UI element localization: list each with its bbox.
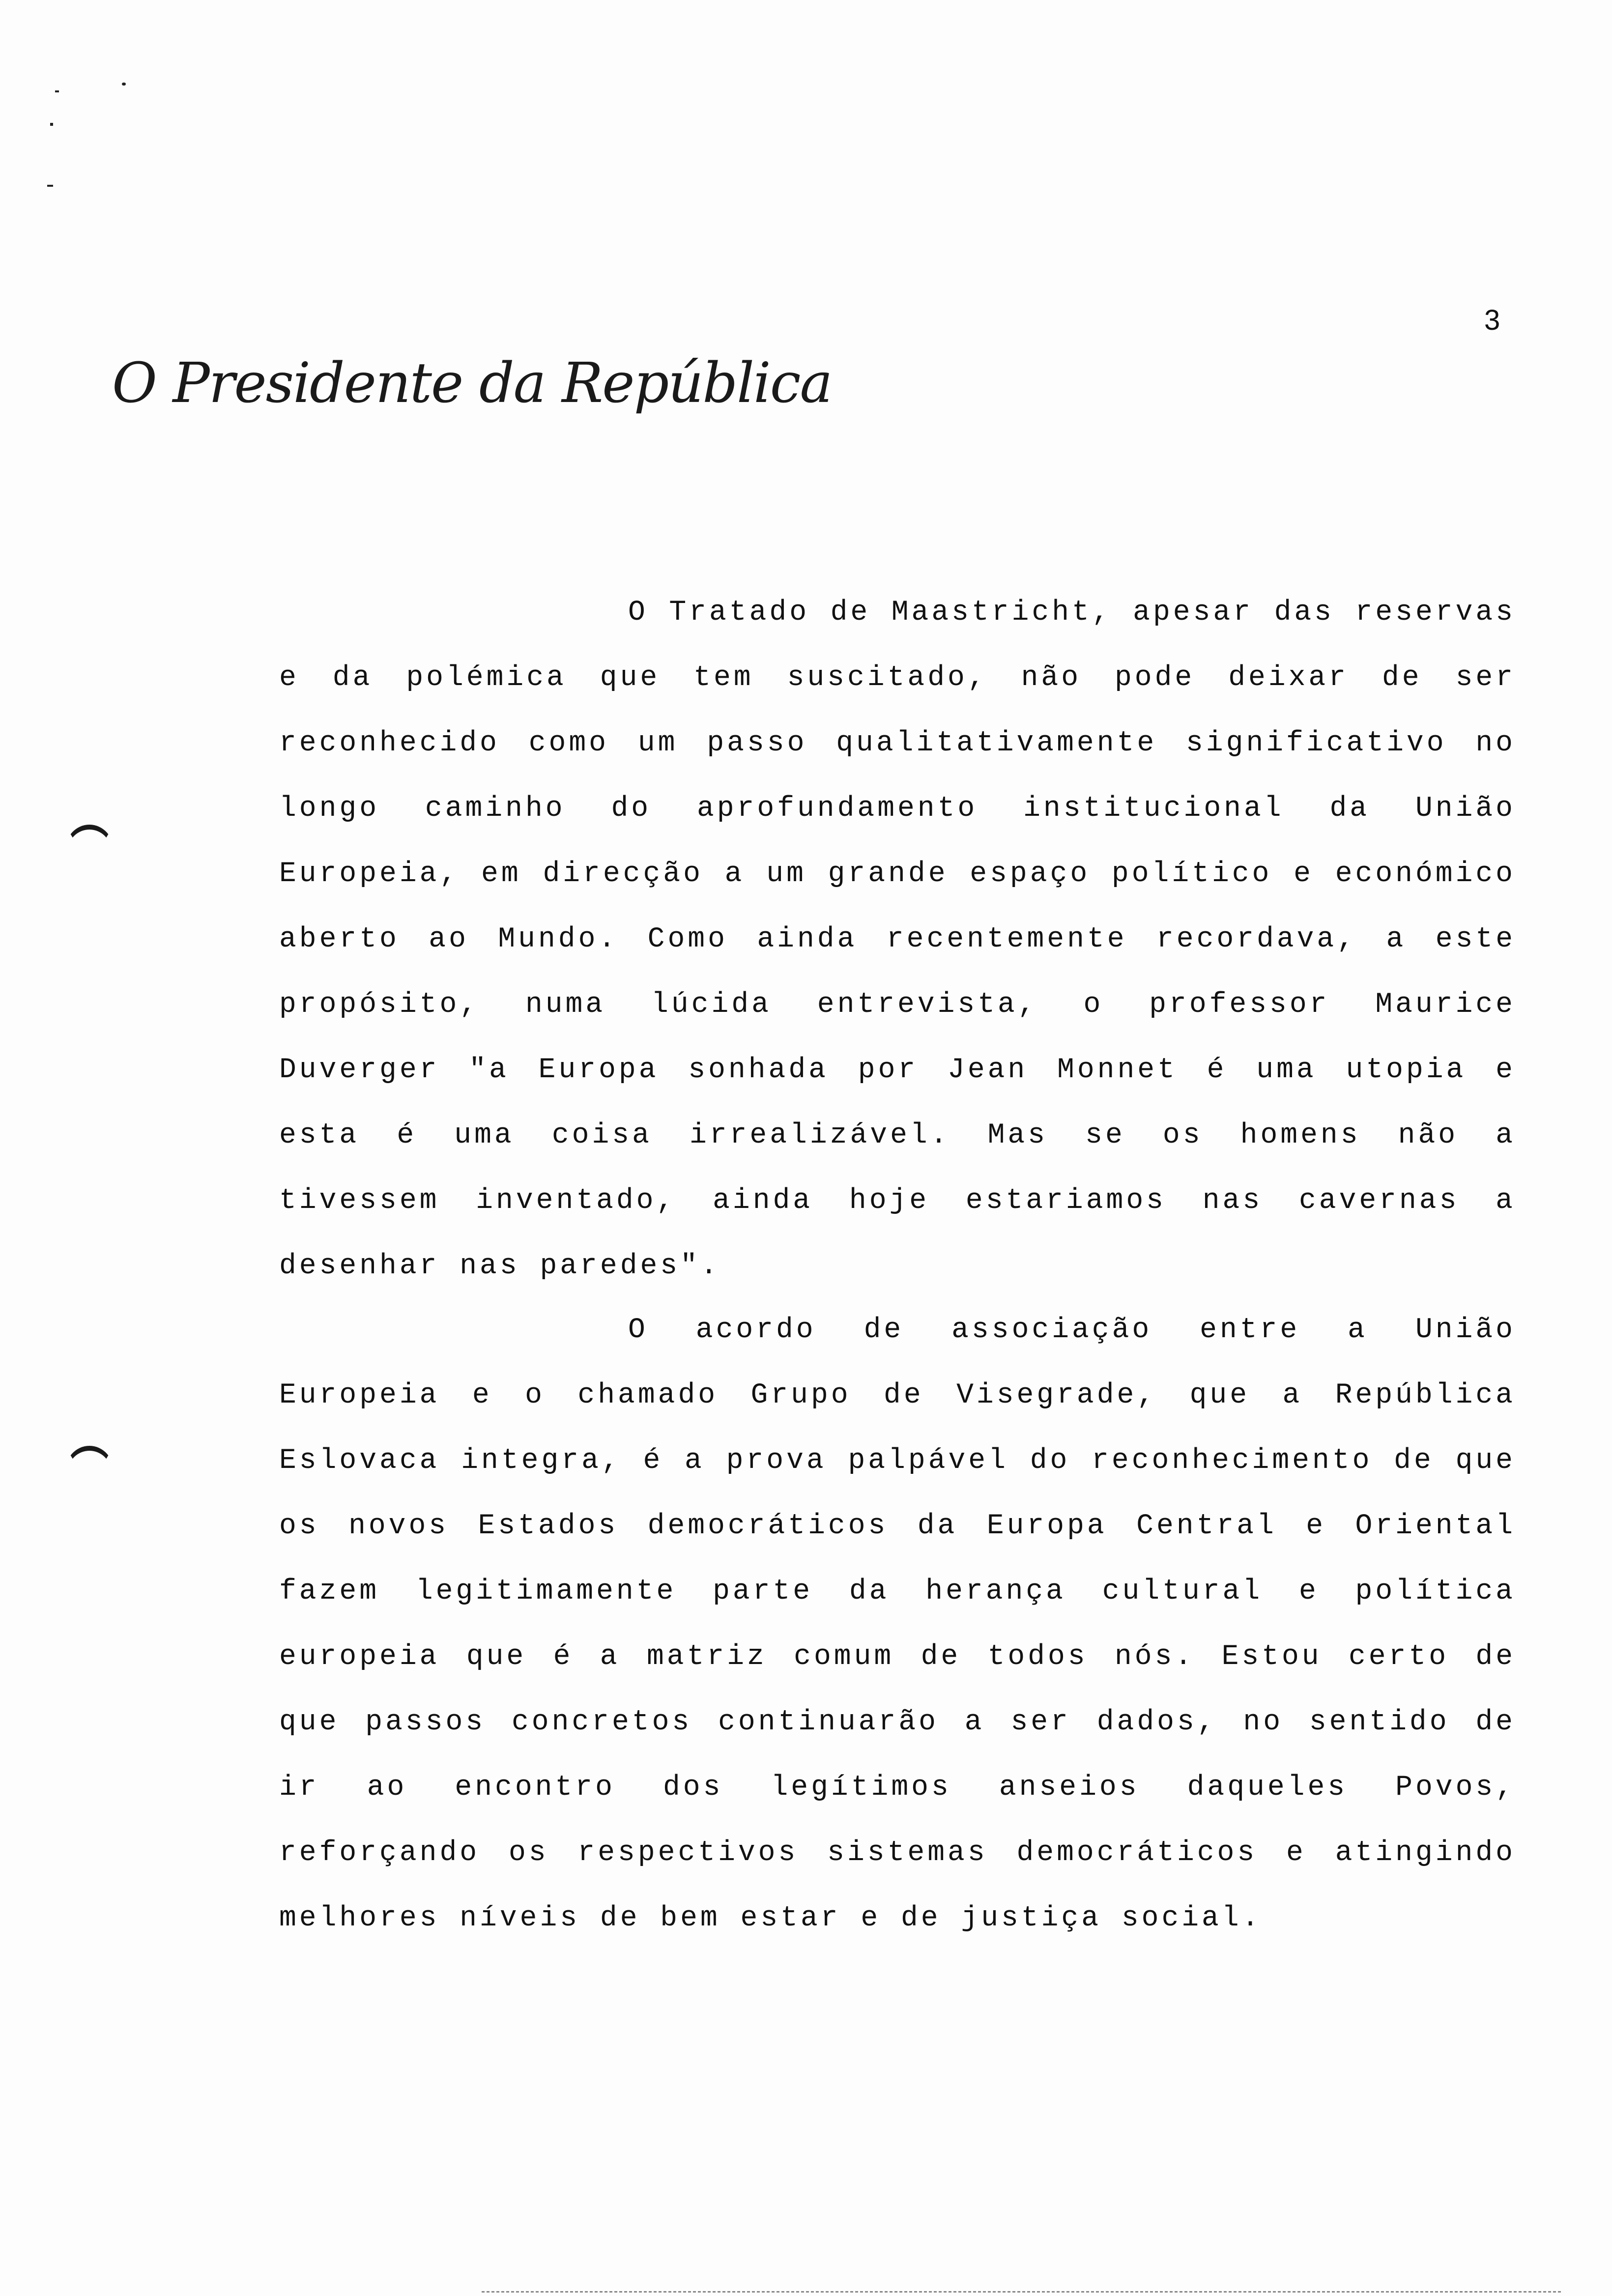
body-paragraph-visegrade: O acordo de associação entre a União Europeia e o chamado Grupo de Visegrade, que a República Eslovaca integra, é a prova palpável do reconhecimento de que os novos Estados democráticos da Europa Central e Oriental fazem legitimamente parte da herança cultural e política europeia que é a matriz comum de todos nós. Estou certo de que passos concretos continuarão a ser dados, no sentido de ir ao encontro dos legítimos anseios daqueles Povos, reforçando os respectivos sistemas democráticos e atingindo melhores níveis de bem estar e de justiça social. — [279, 1314, 1516, 1934]
scan-speck — [122, 83, 126, 86]
letterhead-title: O Presidente da República — [112, 351, 832, 415]
body-paragraph-maastricht: O Tratado de Maastricht, apesar das reservas e da polémica que tem suscitado, não pode deixar de ser reconhecido como um passo qualitativamente significativo no longo caminho do aprofundamento institucional da União Europeia, em direcção a um grande espaço político e económico aberto ao Mundo. Como ainda recentemente recordava, a este propósito, numa lúcida entrevista, o professor Maurice Duverger "a Europa sonhada por Jean Monnet é uma utopia e esta é uma coisa irrealizável. Mas se os homens não a tivessem inventado, ainda hoje estariamos nas cavernas a desenhar nas paredes". — [279, 597, 1516, 1282]
scan-edge-line — [482, 2291, 1563, 2293]
scan-speck — [55, 90, 59, 92]
punch-hole-mark — [65, 825, 114, 851]
scan-speck — [50, 123, 53, 126]
scan-speck — [47, 185, 53, 187]
punch-hole-mark — [65, 1446, 114, 1472]
page-number: 3 — [1484, 304, 1500, 336]
